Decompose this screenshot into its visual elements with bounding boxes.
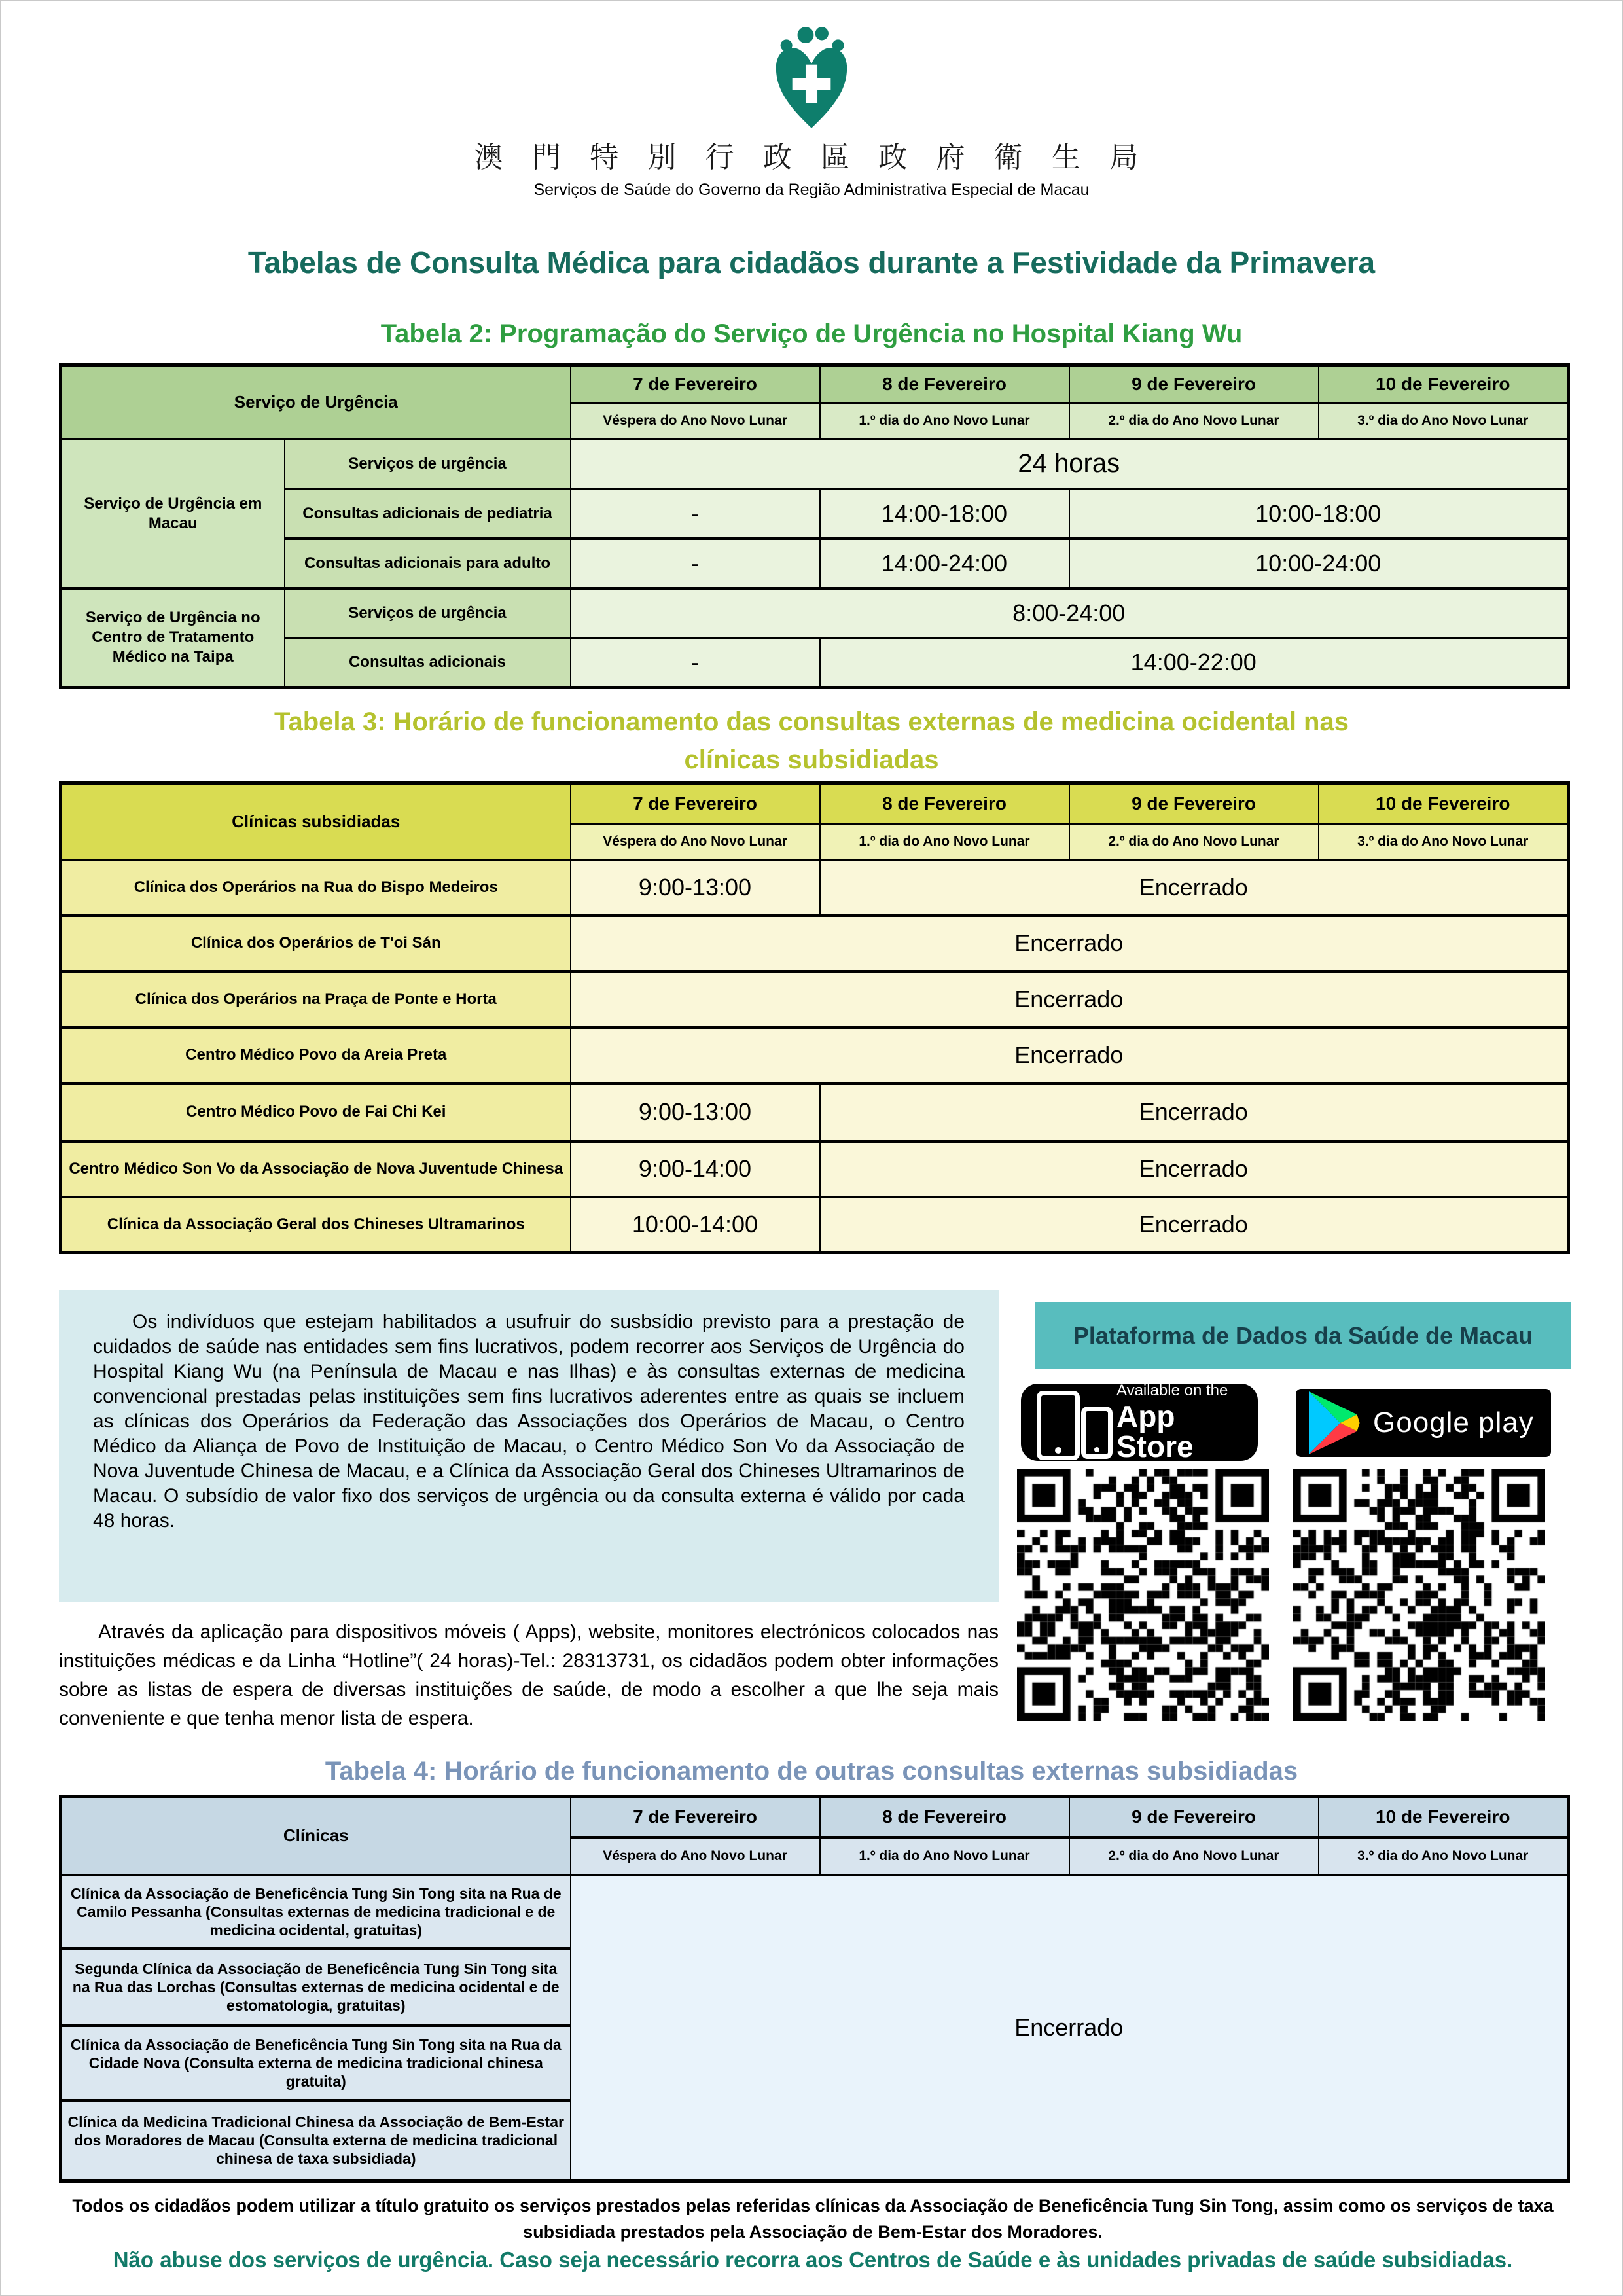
row-label-cell: Consultas adicionais	[285, 638, 571, 688]
footer-note: Todos os cidadãos podem utilizar a título gratuito os serviços prestados pelas referidas clínicas da Associação de Beneficência Tung Sin Tong, assim como os serviços de taxa subsidiada prestados pela Associação de Bem-Estar dos Moradores.	[72, 2196, 1554, 2242]
corner-cell: Clínicas subsidiadas	[61, 783, 571, 860]
time-cell: 14:00-24:00	[820, 539, 1069, 588]
closed-cell: Encerrado	[571, 916, 1569, 971]
app-store-badge-text	[1116, 1383, 1246, 1462]
closed-cell: Encerrado	[820, 860, 1569, 916]
row-label-cell: Serviços de urgência	[285, 439, 571, 489]
time-cell: 24 horas	[571, 439, 1569, 489]
app-store-badge	[1021, 1384, 1258, 1461]
phone-small-icon	[1081, 1407, 1113, 1459]
app-store-badge-line2: App Store	[1116, 1399, 1194, 1463]
row-label-cell: Serviços de urgência	[285, 588, 571, 638]
org-name-chinese: 澳 門 特 別 行 政 區 政 府 衛 生 局	[474, 141, 1149, 173]
corner-cell: Serviço de Urgência	[61, 365, 571, 439]
table3-title-line1: Tabela 3: Horário de funcionamento das consultas externas de medicina ocidental nas	[274, 708, 1349, 736]
date-header-cell: 8 de Fevereiro	[820, 1797, 1069, 1837]
clinic-label-cell: Segunda Clínica da Associação de Beneficência Tung Sin Tong sita na Rua das Lorchas (Consultas externas de medicina ocidental e de estomatologia, gratuitas)	[61, 1948, 571, 2026]
date-subheader-cell: Véspera do Ano Novo Lunar	[571, 1837, 820, 1875]
time-cell: -	[571, 638, 820, 688]
date-header-cell: 7 de Fevereiro	[571, 365, 820, 403]
time-cell: 14:00-18:00	[820, 489, 1069, 539]
phone-large-icon	[1037, 1391, 1080, 1460]
row-group-label: Serviço de Urgência no Centro de Tratamento Médico na Taipa	[61, 588, 285, 688]
date-subheader-cell: Véspera do Ano Novo Lunar	[571, 403, 820, 439]
row-group-label: Serviço de Urgência em Macau	[61, 439, 285, 588]
date-subheader-cell: 2.º dia do Ano Novo Lunar	[1069, 1837, 1319, 1875]
time-cell: 9:00-14:00	[571, 1141, 820, 1197]
date-subheader-cell: 2.º dia do Ano Novo Lunar	[1069, 403, 1319, 439]
table2-title: Tabela 2: Programação do Serviço de Urgência no Hospital Kiang Wu	[380, 319, 1243, 348]
date-header-cell: 9 de Fevereiro	[1069, 783, 1319, 824]
subsidy-info-box	[59, 1290, 999, 1602]
time-cell: 10:00-14:00	[571, 1197, 820, 1253]
date-subheader-cell: 2.º dia do Ano Novo Lunar	[1069, 824, 1319, 860]
time-cell: 8:00-24:00	[571, 588, 1569, 638]
google-play-badge-text: Google play	[1373, 1407, 1534, 1439]
closed-cell: Encerrado	[571, 1875, 1569, 2181]
corner-cell: Clínicas	[61, 1797, 571, 1875]
date-header-cell: 9 de Fevereiro	[1069, 1797, 1319, 1837]
closed-cell: Encerrado	[820, 1141, 1569, 1197]
clinic-label-cell: Clínica da Associação de Beneficência Tung Sin Tong sita na Rua de Camilo Pessanha (Consultas externas de medicina tradicional e de medicina ocidental, gratuitas)	[61, 1875, 571, 1948]
table3-title-line2: clínicas subsidiadas	[684, 745, 939, 774]
document-header	[1, 26, 1622, 200]
qr-code-left	[1017, 1469, 1269, 1721]
clinic-label-cell: Clínica da Associação de Beneficência Tung Sin Tong sita na Rua da Cidade Nova (Consulta externa de medicina tradicional chinesa gratuita)	[61, 2026, 571, 2100]
subsidy-info-paragraph: Os indivíduos que estejam habilitados a usufruir do susbsídio previsto para a prestação de cuidados de saúde nas entidades sem fins lucrativos, podem recorrer aos Serviços de Urgência do Hospital Kiang Wu (na Península de Macau e nas Ilhas) e às consultas externas de medicina convencional prestadas pelas instituições sem fins lucrativos aderentes entre as quais se incluem as clínicas dos Operários da Federação das Associações dos Operários de Macau, o Centro Médico da Aliança de Povo de Instituição de Macau, o Centro Médico Son Vo da Associação de Nova Juventude Chinesa de Macau, e a Clínica da Associação Geral dos Chineses Ultramarinos de Macau. O subsídio de valor fixo dos serviços de urgência ou da consulta externa é válido por cada 48 horas.	[93, 1311, 965, 1532]
table-urgency-schedule	[59, 363, 1570, 689]
app-store-badge-line1: Available on the	[1116, 1382, 1228, 1399]
qr-code-right	[1293, 1469, 1545, 1721]
table-subsidised-clinics	[59, 781, 1570, 1254]
time-cell: -	[571, 489, 820, 539]
closed-cell: Encerrado	[571, 1028, 1569, 1083]
table3-title	[1, 703, 1622, 779]
date-subheader-cell: 1.º dia do Ano Novo Lunar	[820, 403, 1069, 439]
table-other-clinics	[59, 1795, 1570, 2183]
app-info-paragraph: Através da aplicação para dispositivos móveis ( Apps), website, monitores electrónicos colocados nas instituições médicas e da Linha “Hotline”( 24 horas)-Tel.: 28313731, os cidadãos podem obter informações sobre as listas de espera de diversas instituições de saúde, de modo a escolher a que lhe seja mais conveniente e que tenha menor lista de espera.	[59, 1621, 999, 1729]
date-header-cell: 7 de Fevereiro	[571, 783, 820, 824]
clinic-label-cell: Clínica dos Operários na Praça de Ponte e Horta	[61, 971, 571, 1028]
clinic-label-cell: Centro Médico Son Vo da Associação de Nova Juventude Chinesa	[61, 1141, 571, 1197]
clinic-label-cell: Clínica da Medicina Tradicional Chinesa da Associação de Bem-Estar dos Moradores de Macau (Consulta externa de medicina tradicional chinesa de taxa subsidiada)	[61, 2100, 571, 2181]
date-header-cell: 8 de Fevereiro	[820, 783, 1069, 824]
date-subheader-cell: Véspera do Ano Novo Lunar	[571, 824, 820, 860]
date-header-cell: 8 de Fevereiro	[820, 365, 1069, 403]
row-label-cell: Consultas adicionais de pediatria	[285, 489, 571, 539]
closed-cell: Encerrado	[820, 1197, 1569, 1253]
clinic-label-cell: Clínica da Associação Geral dos Chineses Ultramarinos	[61, 1197, 571, 1253]
time-cell: -	[571, 539, 820, 588]
date-subheader-cell: 3.º dia do Ano Novo Lunar	[1319, 824, 1569, 860]
clinic-label-cell: Clínica dos Operários na Rua do Bispo Medeiros	[61, 860, 571, 916]
footer-warning: Não abuse dos serviços de urgência. Caso seja necessário recorra aos Centros de Saúde e às unidades privadas de saúde subsidiadas.	[113, 2248, 1513, 2272]
date-subheader-cell: 1.º dia do Ano Novo Lunar	[820, 1837, 1069, 1875]
play-triangle-icon	[1309, 1391, 1361, 1454]
time-cell: 10:00-24:00	[1069, 539, 1569, 588]
time-cell: 9:00-13:00	[571, 860, 820, 916]
date-subheader-cell: 3.º dia do Ano Novo Lunar	[1319, 403, 1569, 439]
date-subheader-cell: 3.º dia do Ano Novo Lunar	[1319, 1837, 1569, 1875]
time-cell: 10:00-18:00	[1069, 489, 1569, 539]
smartphone-icon	[1033, 1390, 1111, 1455]
clinic-label-cell: Clínica dos Operários de T'oi Sán	[61, 916, 571, 971]
time-cell: 9:00-13:00	[571, 1083, 820, 1141]
date-header-cell: 10 de Fevereiro	[1319, 365, 1569, 403]
date-header-cell: 9 de Fevereiro	[1069, 365, 1319, 403]
table4-title: Tabela 4: Horário de funcionamento de outras consultas externas subsidiadas	[325, 1757, 1298, 1785]
google-play-badge	[1296, 1389, 1551, 1457]
clinic-label-cell: Centro Médico Povo da Areia Preta	[61, 1028, 571, 1083]
health-bureau-logo	[766, 26, 857, 130]
date-subheader-cell: 1.º dia do Ano Novo Lunar	[820, 824, 1069, 860]
date-header-cell: 10 de Fevereiro	[1319, 1797, 1569, 1837]
date-header-cell: 10 de Fevereiro	[1319, 783, 1569, 824]
time-cell: 14:00-22:00	[820, 638, 1569, 688]
platform-banner: Plataforma de Dados da Saúde de Macau	[1035, 1302, 1571, 1369]
row-label-cell: Consultas adicionais para adulto	[285, 539, 571, 588]
closed-cell: Encerrado	[571, 971, 1569, 1028]
date-header-cell: 7 de Fevereiro	[571, 1797, 820, 1837]
closed-cell: Encerrado	[820, 1083, 1569, 1141]
page-title: Tabelas de Consulta Médica para cidadãos durante a Festividade da Primavera	[247, 245, 1376, 279]
clinic-label-cell: Centro Médico Povo de Fai Chi Kei	[61, 1083, 571, 1141]
org-name-portuguese: Serviços de Saúde do Governo da Região Administrativa Especial de Macau	[533, 181, 1090, 199]
